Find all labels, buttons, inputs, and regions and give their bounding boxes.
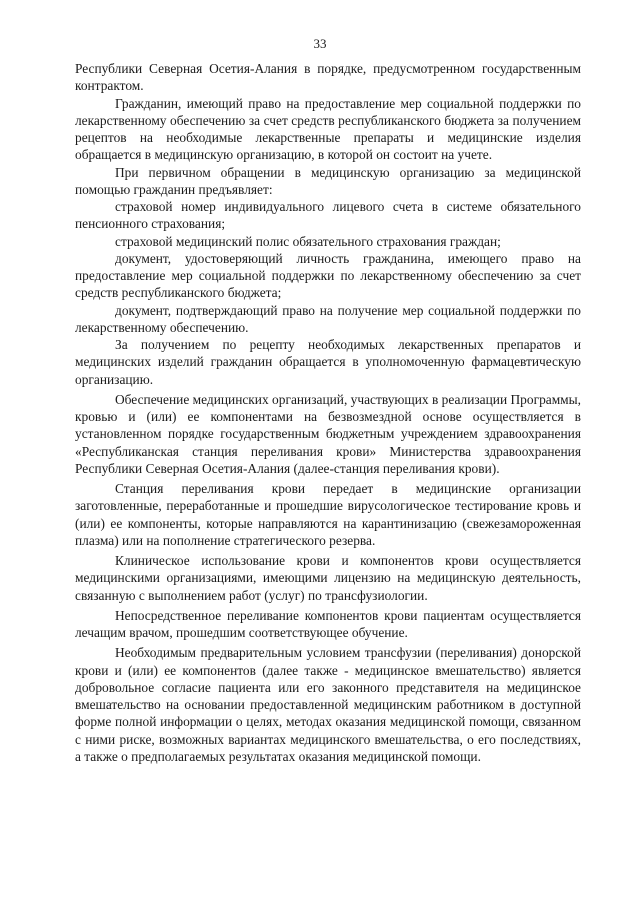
document-body [75,60,581,765]
list-item-entitlement-document: документ, подтверждающий право на получение мер социальной поддержки по лекарственному обеспечению. [75,302,581,335]
paragraph-prescription-rights: Гражданин, имеющий право на предоставление мер социальной поддержки по лекарственному обеспечению за счет средств республиканского бюджета за получением рецептов на необходимые лекарственные препараты и медицинские изделия обращается в медицинскую организацию, в которой он состоит на учете. [75,95,581,163]
list-item-insurance-policy: страховой медицинский полис обязательного страхования граждан; [115,233,501,249]
paragraph-pharmacy: За получением по рецепту необходимых лекарственных препаратов и медицинских изделий гражданин обращается в уполномоченную фармацевтическую организацию. [75,337,581,387]
paragraph-clinical-use: Клиническое использование крови и компонентов крови осуществляется медицинскими организациями, имеющими лицензию на медицинскую деятельность, связанную с выполнением работ (услуг) по трансфузиологии. [75,553,581,603]
paragraph-blood-supply: Обеспечение медицинских организаций, участвующих в реализации Программы, кровью и (или) ее компонентами на безвозмездной основе осуществляется в установленном порядке государственным бюджетным учреждением здравоохранения «Республиканская станция переливания крови» Министерства здравоохранения Республики Северная Осетия-Алания (далее-станция переливания крови). [75,391,581,476]
list-item-snils: страховой номер индивидуального лицевого счета в системе обязательного пенсионного страхования; [75,199,581,232]
paragraph-first-visit: При первичном обращении в медицинскую организацию за медицинской помощью гражданин предъявляет: [75,164,581,197]
paragraph-transfusion: Непосредственное переливание компонентов крови пациентам осуществляется лечащим врачом, прошедшим соответствующее обучение. [75,607,581,640]
paragraph-continuation: Республики Северная Осетия-Алания в порядке, предусмотренном государственным контрактом. [75,61,581,94]
list-item-identity-document: документ, удостоверяющий личность гражданина, имеющего право на предоставление мер социальной поддержки по лекарственному обеспечению за счет средств республиканского бюджета; [75,250,581,301]
paragraph-blood-station: Станция переливания крови передает в медицинские организации заготовленные, переработанные и прошедшие вирусологическое тестирование кровь и (или) ее компоненты, которые направляются на карантинизацию (свежезамороженная плазма) или на пополнение стратегического резерва. [75,481,581,548]
page-number: 33 [313,36,327,51]
paragraph-consent: Необходимым предварительным условием трансфузии (переливания) донорской крови и (или) ее компонентов (далее также - медицинское вмешательство) является добровольное согласие пациента или его законного представителя на медицинское вмешательство на основании предоставленной медицинским работником в доступной форме полной информации о целях, методах оказания медицинской помощи, связанном с ними риске, возможных вариантах медицинского вмешательства, о его последствиях, а также о предполагаемых результатах оказания медицинской помощи. [75,645,581,764]
